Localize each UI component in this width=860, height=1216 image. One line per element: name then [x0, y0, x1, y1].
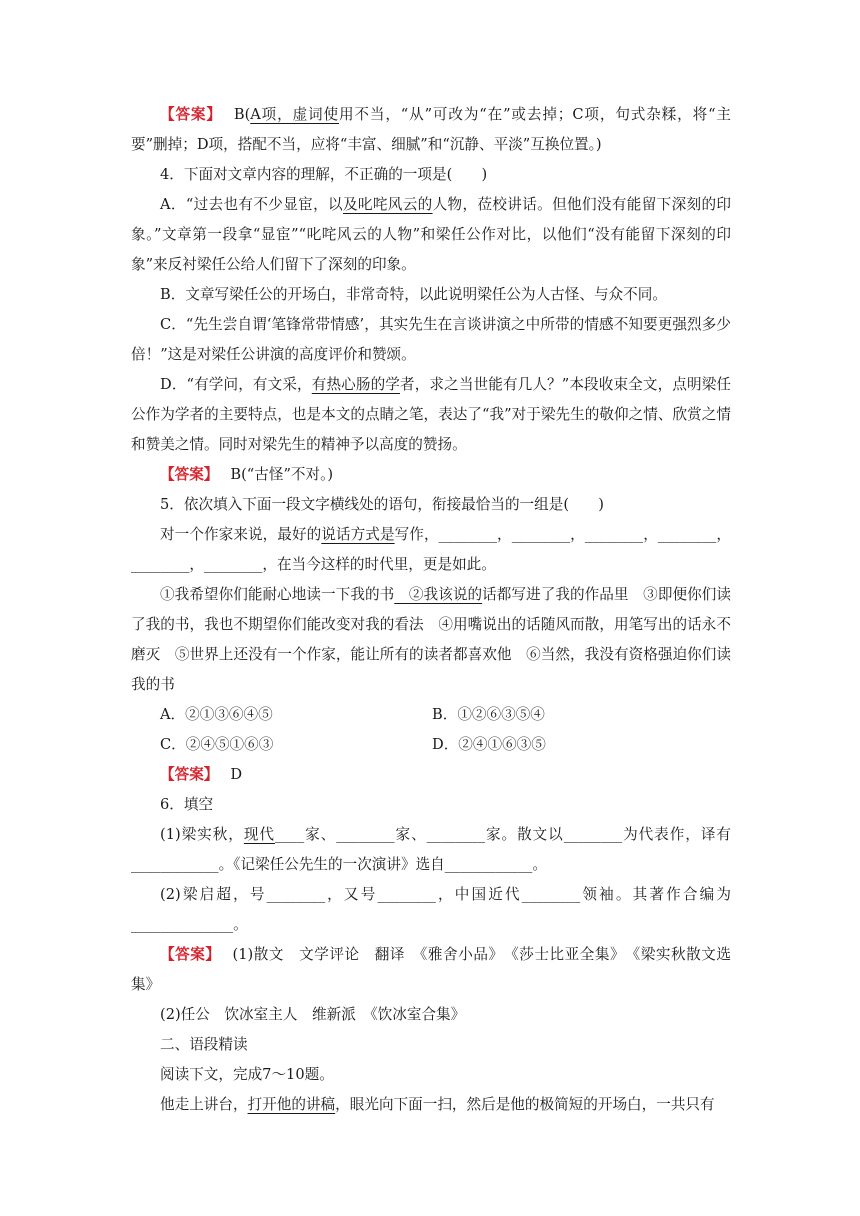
answer-tag: 【答案】 [160, 766, 219, 783]
q4-option-d-text-1: D．“有学问，有文采， [160, 376, 312, 393]
q3-answer-underlined: A项，虚词使 [250, 106, 339, 123]
q5-passage-text-1: 对一个作家来说，最好的 [160, 526, 322, 543]
q3-answer [131, 100, 731, 160]
q5-passage-underlined: 说话方式是 [321, 526, 395, 543]
q5-option-d: D．②④①⑥③⑤ [432, 736, 546, 753]
section-passage [131, 1090, 731, 1120]
q5-answer-text: D [230, 766, 243, 783]
q5-stem: 5．依次填入下面一段文字横线处的语句，衔接最恰当的一组是( ) [160, 496, 604, 513]
q5-passage [131, 520, 731, 580]
q6-answer-2: (2)任公 饮冰室主人 维新派 《饮冰室合集》 [160, 1006, 466, 1023]
q5-option-a: A．②①③⑥④⑤ [160, 706, 273, 723]
q3-answer-text-2: 用不当，“从”可改为“在”或去掉；C项，句式杂糅，将“主要”删掉；D项，搭配不当，应将“丰富、细腻”和“沉静、平淡”互换位置。) [131, 106, 731, 153]
q6-line-2: (2)梁启超，号________，又号________，中国近代________领袖。其著作合编为______________。 [131, 886, 731, 933]
q4-option-d [131, 370, 731, 460]
section-passage-text-2: ，眼光向下面一扫，然后是他的极简短的开场白，一共只有 [335, 1096, 715, 1113]
q6-answer-1-text: (1)散文 文学评论 翻译 《雅舍小品》 《莎士比亚全集》 《梁实秋散文选集》 [131, 946, 731, 993]
q4-option-a-text-1: A．“过去也有不少显宦，以 [160, 196, 343, 213]
q6-line-1 [131, 820, 731, 880]
q5-choices-text-2: 话都写进了我的作品里 ③即便你们读了我的书，我也不期望你们能改变对我的看法 ④用嘴说出的话随风而散，用笔写出的话永不磨灭 ⑤世界上还没有一个作家，能让所有的读者都喜欢他 ⑥当然，我没有资格强迫你们读我的书 [131, 586, 731, 693]
q4-option-a-underlined: 及叱咤风云的 [342, 196, 433, 213]
q6-answer-1 [131, 940, 731, 1000]
section-heading: 二、语段精读 [160, 1036, 248, 1053]
q5-choices [131, 580, 731, 700]
q5-answer [131, 760, 731, 790]
q6-line-1-text-2: ____家、________家、________家。散文以________为代表作，译有____________。《记梁任公先生的一次演讲》选自____________。 [131, 826, 731, 873]
q4-option-a [131, 190, 731, 280]
q4-option-a-text-2: 人物，莅校讲话。但他们没有能留下深刻的印象。”文章第一段拿“显宦”“叱咤风云的人物”和梁任公作对比，以他们“没有能留下深刻的印象”来反衬梁任公给人们留下了深刻的印象。 [131, 196, 731, 273]
answer-tag: 【答案】 [160, 106, 222, 123]
q6-line-1-text-1: (1)梁实秋， [160, 826, 244, 843]
q3-answer-text-1: B( [233, 106, 251, 123]
q5-options-row-2 [131, 730, 731, 760]
q5-choices-text-1: ①我希望你们能耐心地读一下我的书 [160, 586, 395, 603]
section-passage-underlined: 打开他的讲稿 [247, 1096, 336, 1113]
answer-tag: 【答案】 [160, 466, 219, 483]
q5-option-c: C．②④⑤①⑥③ [160, 736, 274, 753]
q5-choices-underlined: ②我该说的 [394, 586, 483, 603]
q6-stem: 6．填空 [160, 796, 214, 813]
q4-option-b: B．文章写梁任公的开场白，非常奇特，以此说明梁任公为人古怪、与众不同。 [160, 286, 667, 303]
section-instruction: 阅读下文，完成7～10题。 [160, 1066, 334, 1083]
section-passage-text-1: 他走上讲台， [160, 1096, 248, 1113]
document-content [131, 100, 731, 1120]
q5-passage-text-2: 写作，________，________，________，________，________，________，在当今这样的时代里，更是如此。 [131, 526, 731, 573]
q4-option-d-text-2: 者，求之当世能有几人？”本段收束全文，点明梁任公作为学者的主要特点，也是本文的点睛之笔，表达了“我”对于梁先生的敬仰之情、欣赏之情和赞美之情。同时对梁先生的精神予以高度的赞扬。 [131, 376, 731, 453]
q6-line-1-underlined: 现代 [243, 826, 275, 843]
q4-option-d-underlined: 有热心肠的学 [311, 376, 400, 393]
q5-options-row-1 [131, 700, 731, 730]
q5-option-b: B．①②⑥③⑤④ [432, 706, 545, 723]
q4-stem: 4．下面对文章内容的理解，不正确的一项是( ) [160, 166, 488, 183]
q4-option-c: C．“先生尝自谓‘笔锋常带情感’，其实先生在言谈讲演之中所带的情感不知要更强烈多少倍！”这是对梁任公讲演的高度评价和赞颂。 [131, 316, 731, 363]
q4-answer-text: B(“古怪”不对。) [230, 466, 334, 483]
q4-answer [131, 460, 731, 490]
answer-tag: 【答案】 [160, 946, 221, 963]
